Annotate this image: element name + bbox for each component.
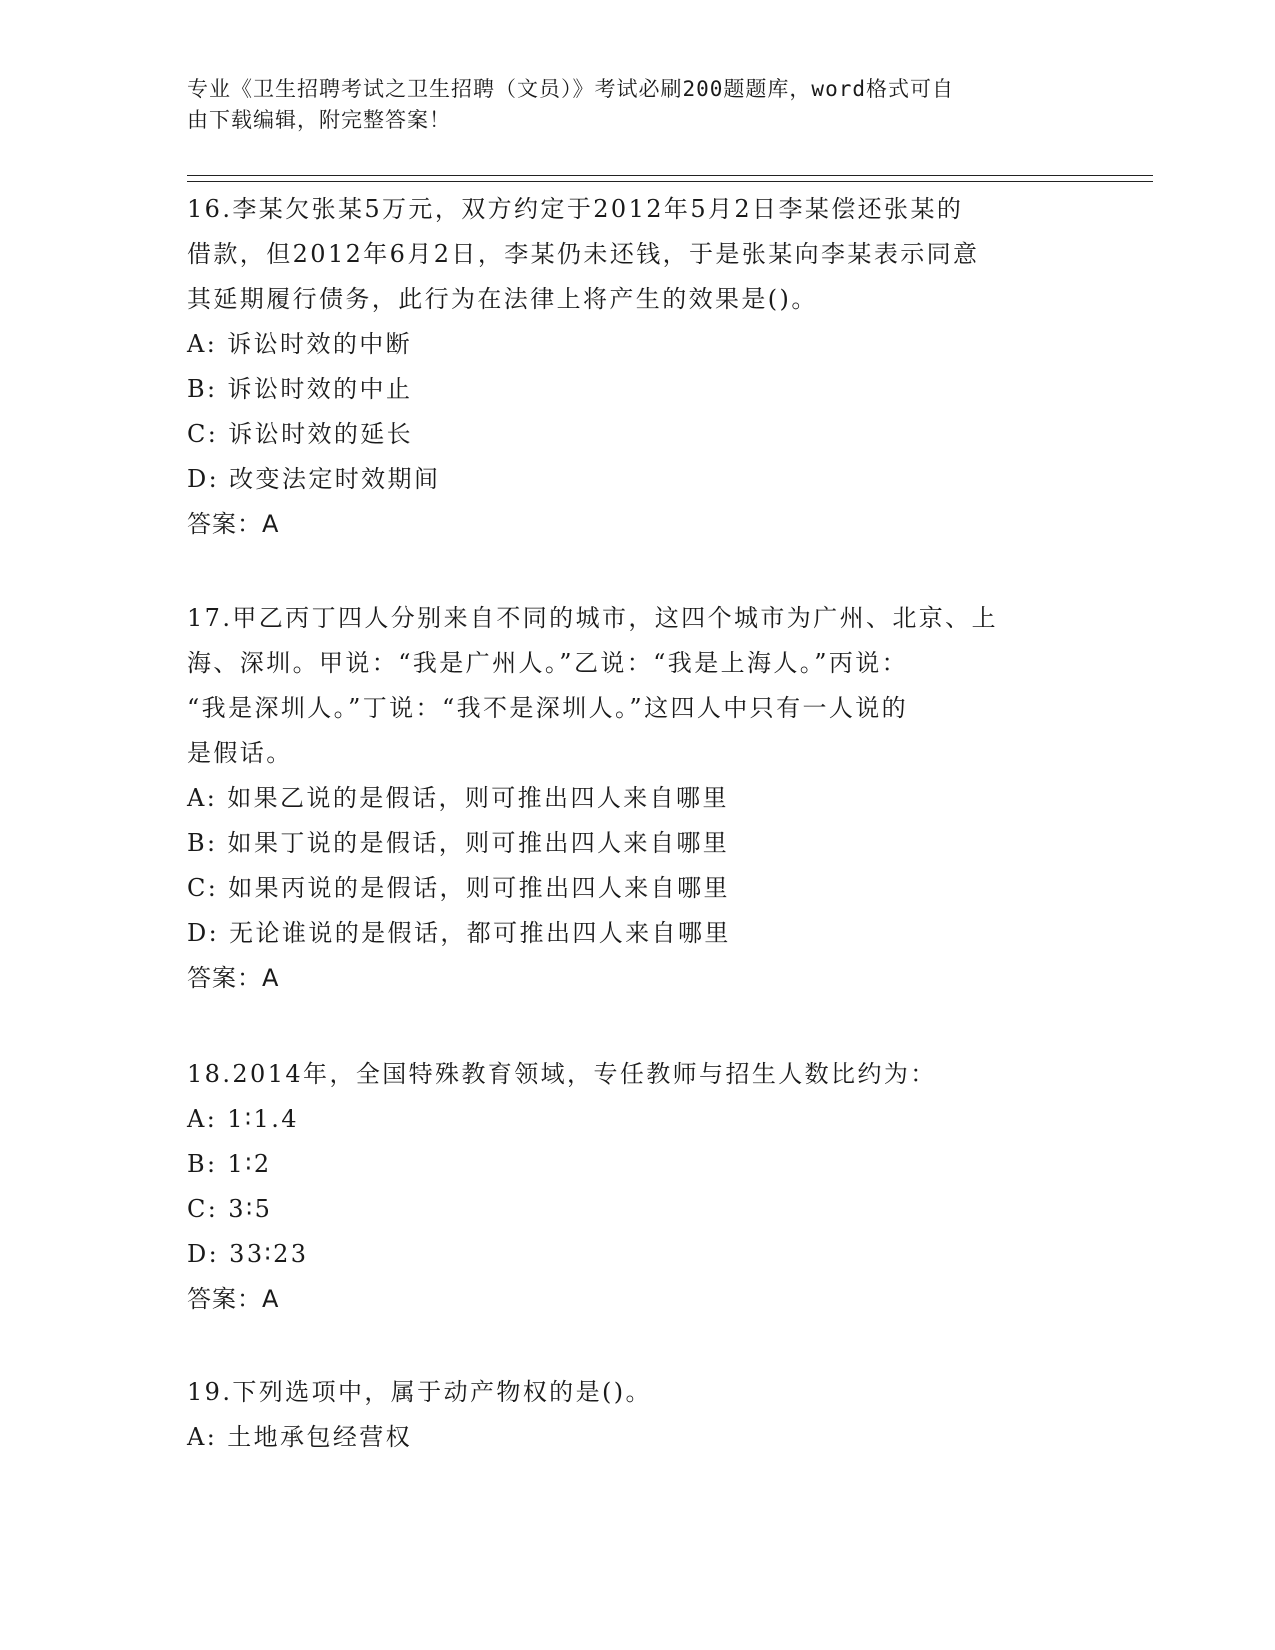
question-stem-line: 19.下列选项中，属于动产物权的是()。 — [187, 1378, 652, 1406]
option-b: B: 如果丁说的是假话，则可推出四人来自哪里 — [187, 829, 730, 857]
header-line-2: 由下载编辑，附完整答案！ — [187, 108, 451, 132]
option-c: C: 如果丙说的是假话，则可推出四人来自哪里 — [187, 874, 730, 902]
option-a: A: 1∶1.4 — [187, 1105, 299, 1133]
question-stem-line: 是假话。 — [187, 739, 293, 767]
header-line-1: 专业《卫生招聘考试之卫生招聘（文员）》考试必刷200题题库，word格式可自 — [187, 77, 954, 101]
question-stem-line: 海、深圳。甲说：“我是广州人。”乙说：“我是上海人。”丙说： — [187, 649, 909, 677]
option-c: C: 诉讼时效的延长 — [187, 420, 414, 448]
question-stem-line: 其延期履行债务，此行为在法律上将产生的效果是()。 — [187, 285, 818, 313]
question-stem-line: 17.甲乙丙丁四人分别来自不同的城市，这四个城市为广州、北京、上 — [187, 604, 998, 632]
option-d: D: 无论谁说的是假话，都可推出四人来自哪里 — [187, 919, 731, 947]
header-divider-top — [187, 175, 1153, 176]
option-b: B: 1∶2 — [187, 1150, 272, 1178]
option-d: D: 33∶23 — [187, 1240, 309, 1268]
answer-line: 答案：A — [187, 510, 280, 538]
document-header — [187, 74, 1067, 136]
header-divider-bottom — [187, 181, 1153, 182]
option-a: A: 土地承包经营权 — [187, 1423, 413, 1451]
answer-line: 答案：A — [187, 1285, 280, 1313]
option-c: C: 3∶5 — [187, 1195, 273, 1223]
question-stem-line: “我是深圳人。”丁说：“我不是深圳人。”这四人中只有一人说的 — [187, 694, 909, 722]
question-18 — [187, 1052, 1087, 1322]
question-stem-line: 借款，但2012年6月2日，李某仍未还钱，于是张某向李某表示同意 — [187, 240, 980, 268]
question-17 — [187, 596, 1087, 1001]
option-b: B: 诉讼时效的中止 — [187, 375, 413, 403]
question-stem-line: 18.2014年，全国特殊教育领域，专任教师与招生人数比约为： — [187, 1060, 937, 1088]
question-16 — [187, 187, 1087, 547]
answer-line: 答案：A — [187, 964, 280, 992]
option-d: D: 改变法定时效期间 — [187, 465, 441, 493]
question-19 — [187, 1370, 1087, 1460]
option-a: A: 诉讼时效的中断 — [187, 330, 413, 358]
option-a: A: 如果乙说的是假话，则可推出四人来自哪里 — [187, 784, 729, 812]
question-stem-line: 16.李某欠张某5万元，双方约定于2012年5月2日李某偿还张某的 — [187, 195, 964, 223]
